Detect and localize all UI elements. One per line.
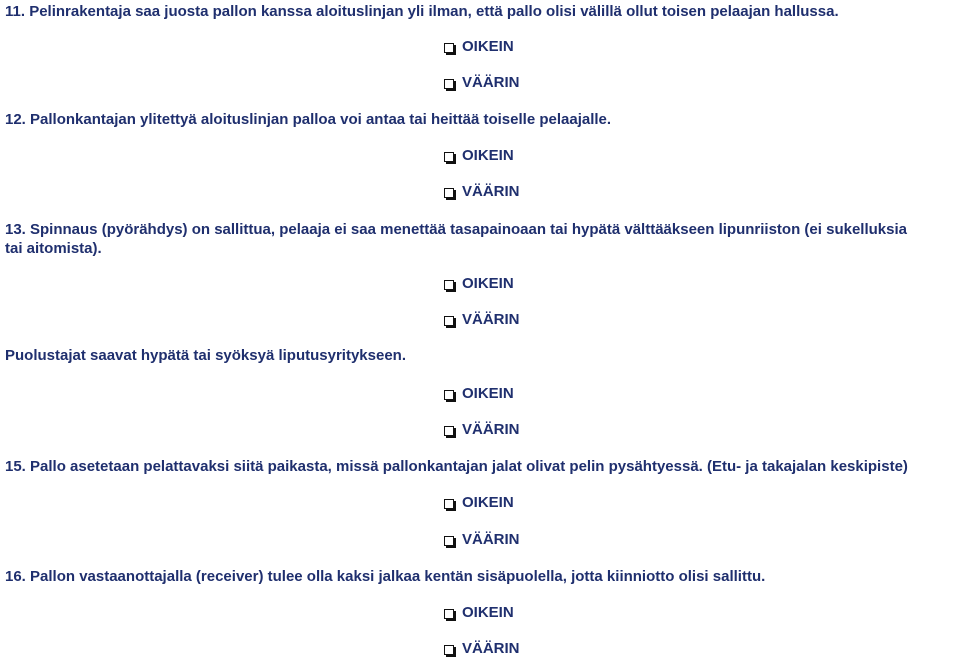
checkbox-icon[interactable] [444, 536, 454, 546]
option-label: VÄÄRIN [462, 640, 520, 657]
checkbox-icon[interactable] [444, 188, 454, 198]
option-label: OIKEIN [462, 275, 514, 292]
question-15-text: 15. Pallo asetetaan pelattavaksi siitä paikasta, missä pallonkantajan jalat olivat pelin pysähtyessä. (Etu- ja takajalan keskipiste) [5, 458, 908, 475]
q14-option-oikein[interactable] [444, 385, 514, 403]
question-13-text-line2: tai aitomista). [5, 240, 102, 257]
q12-option-vaarin[interactable] [444, 183, 520, 201]
question-14-text: Puolustajat saavat hypätä tai syöksyä liputusyritykseen. [5, 347, 407, 364]
q11-option-oikein[interactable] [444, 38, 514, 56]
q14-option-vaarin[interactable] [444, 421, 520, 439]
option-label: OIKEIN [462, 147, 514, 164]
q16-option-oikein[interactable] [444, 604, 514, 622]
option-label: OIKEIN [462, 385, 514, 402]
checkbox-icon[interactable] [444, 645, 454, 655]
option-label: OIKEIN [462, 604, 514, 621]
question-12-text: 12. Pallonkantajan ylitettyä aloituslinjan palloa voi antaa tai heittää toiselle pelaajalle. [5, 111, 612, 128]
option-label: VÄÄRIN [462, 74, 520, 91]
option-label: OIKEIN [462, 494, 514, 511]
option-label: VÄÄRIN [462, 311, 520, 328]
checkbox-icon[interactable] [444, 79, 454, 89]
q11-option-vaarin[interactable] [444, 74, 520, 92]
question-16-text: 16. Pallon vastaanottajalla (receiver) tulee olla kaksi jalkaa kentän sisäpuolella, jotta kiinniotto olisi sallittu. [5, 568, 766, 585]
checkbox-icon[interactable] [444, 390, 454, 400]
checkbox-icon[interactable] [444, 426, 454, 436]
q13-option-vaarin[interactable] [444, 311, 520, 329]
q12-option-oikein[interactable] [444, 147, 514, 165]
q15-option-oikein[interactable] [444, 494, 514, 512]
checkbox-icon[interactable] [444, 152, 454, 162]
checkbox-icon[interactable] [444, 316, 454, 326]
checkbox-icon[interactable] [444, 499, 454, 509]
option-label: OIKEIN [462, 38, 514, 55]
option-label: VÄÄRIN [462, 183, 520, 200]
q15-option-vaarin[interactable] [444, 531, 520, 549]
option-label: VÄÄRIN [462, 531, 520, 548]
checkbox-icon[interactable] [444, 43, 454, 53]
checkbox-icon[interactable] [444, 609, 454, 619]
q13-option-oikein[interactable] [444, 275, 514, 293]
checkbox-icon[interactable] [444, 280, 454, 290]
question-13-text-line1: 13. Spinnaus (pyörähdys) on sallittua, pelaaja ei saa menettää tasapainoaan tai hypätä välttääkseen lipunriiston (ei sukelluksia [5, 221, 907, 238]
question-11-text: 11. Pelinrakentaja saa juosta pallon kanssa aloituslinjan yli ilman, että pallo olisi välillä ollut toisen pelaajan hallussa. [5, 3, 839, 20]
q16-option-vaarin[interactable] [444, 640, 520, 658]
option-label: VÄÄRIN [462, 421, 520, 438]
